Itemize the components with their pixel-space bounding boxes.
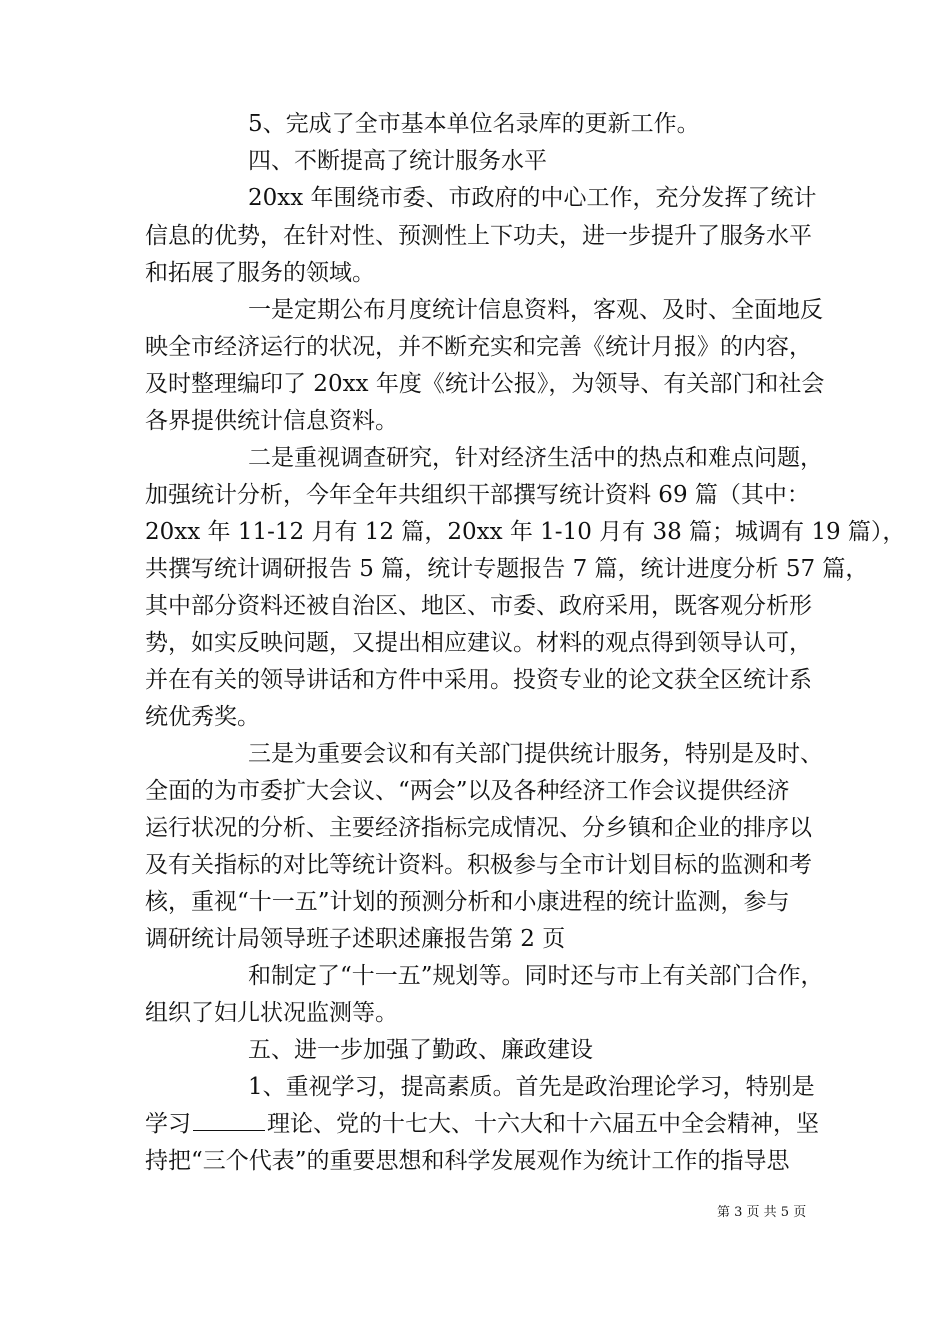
text-line xyxy=(145,221,950,251)
text-line xyxy=(248,961,950,991)
text-line xyxy=(248,295,950,325)
text-line xyxy=(145,258,950,288)
text-line xyxy=(145,887,950,917)
text-line xyxy=(248,739,950,769)
text-line xyxy=(145,998,950,1028)
text-segment: 信息的优势，在针对性、预测性上下功夫，进一步提升了服务水平 xyxy=(145,223,812,249)
text-segment: 20xx 年 11-12 月有 12 篇，20xx 年 1-10 月有 38 篇；城调有 19 篇）， xyxy=(145,519,906,545)
text-segment: 并在有关的领导讲话和方件中采用。投资专业的论文获全区统计系 xyxy=(145,667,812,693)
text-line xyxy=(145,924,950,954)
text-segment: 调研统计局领导班子述职述廉报告第 2 页 xyxy=(145,926,566,952)
page-footer: 第 3 页 共 5 页 xyxy=(717,1205,807,1220)
text-line xyxy=(145,332,950,362)
text-line xyxy=(145,369,950,399)
text-segment: 各界提供统计信息资料。 xyxy=(145,408,398,434)
text-segment: 和制定了“十一五”规划等。同时还与市上有关部门合作， xyxy=(248,963,824,989)
text-segment: 加强统计分析，今年全年共组织干部撰写统计资料 69 篇（其中： xyxy=(145,482,810,508)
text-segment: 1、重视学习，提高素质。首先是政治理论学习，特别是 xyxy=(248,1074,815,1100)
text-segment: 二是重视调查研究，针对经济生活中的热点和难点问题， xyxy=(248,445,823,471)
text-segment: 映全市经济运行的状况，并不断充实和完善《统计月报》的内容， xyxy=(145,334,812,360)
text-line xyxy=(145,517,950,547)
text-segment: 20xx 年围绕市委、市政府的中心工作，充分发挥了统计 xyxy=(248,185,817,211)
text-segment: 及时整理编印了 20xx 年度《统计公报》，为领导、有关部门和社会 xyxy=(145,371,825,397)
text-segment: 持把“三个代表”的重要思想和科学发展观作为统计工作的指导思 xyxy=(145,1148,790,1174)
text-line xyxy=(248,1035,950,1065)
fill-in-blank xyxy=(193,1112,265,1131)
text-segment: 三是为重要会议和有关部门提供统计服务，特别是及时、 xyxy=(248,741,823,767)
text-segment: 四、不断提高了统计服务水平 xyxy=(248,148,547,174)
text-line xyxy=(248,1072,950,1102)
text-segment: 5、完成了全市基本单位名录库的更新工作。 xyxy=(248,111,700,137)
text-segment: 运行状况的分析、主要经济指标完成情况、分乡镇和企业的排序以 xyxy=(145,815,812,841)
text-segment: 组织了妇儿状况监测等。 xyxy=(145,1000,398,1026)
text-line xyxy=(248,443,950,473)
text-segment: 其中部分资料还被自治区、地区、市委、政府采用，既客观分析形 xyxy=(145,593,812,619)
text-line xyxy=(145,480,950,510)
text-line xyxy=(248,183,950,213)
text-line xyxy=(145,406,950,436)
text-line xyxy=(145,776,950,806)
text-line xyxy=(145,850,950,880)
text-segment: 核，重视“十一五”计划的预测分析和小康进程的统计监测，参与 xyxy=(145,889,790,915)
text-segment: 五、进一步加强了勤政、廉政建设 xyxy=(248,1037,593,1063)
text-line xyxy=(145,554,950,584)
text-segment: 一是定期公布月度统计信息资料，客观、及时、全面地反 xyxy=(248,297,823,323)
text-line xyxy=(145,665,950,695)
text-segment: 理论、党的十七大、十六大和十六届五中全会精神，坚 xyxy=(267,1111,819,1137)
text-line xyxy=(145,591,950,621)
text-segment: 及有关指标的对比等统计资料。积极参与全市计划目标的监测和考 xyxy=(145,852,812,878)
text-line xyxy=(145,1109,950,1139)
text-line xyxy=(145,702,950,732)
text-segment: 学习 xyxy=(145,1111,191,1137)
text-line xyxy=(248,109,950,139)
text-line xyxy=(248,146,950,176)
text-segment: 和拓展了服务的领域。 xyxy=(145,260,375,286)
text-line xyxy=(145,1146,950,1176)
text-line xyxy=(145,813,950,843)
text-segment: 势，如实反映问题，又提出相应建议。材料的观点得到领导认可， xyxy=(145,630,812,656)
text-line xyxy=(145,628,950,658)
text-segment: 共撰写统计调研报告 5 篇，统计专题报告 7 篇，统计进度分析 57 篇， xyxy=(145,556,869,582)
text-segment: 全面的为市委扩大会议、“两会”以及各种经济工作会议提供经济 xyxy=(145,778,790,804)
text-segment: 统优秀奖。 xyxy=(145,704,260,730)
